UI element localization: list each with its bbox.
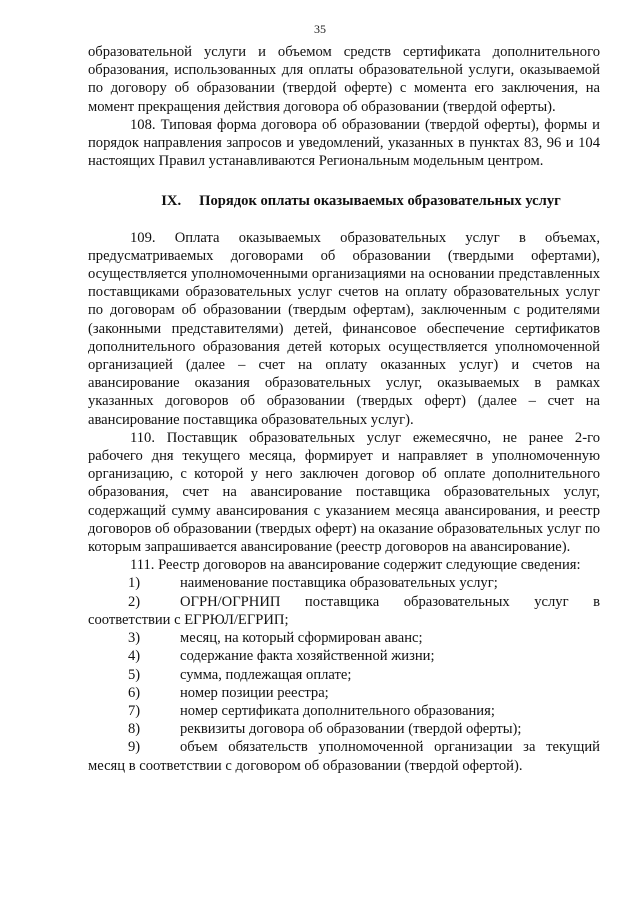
list-item-number: 1) — [128, 575, 141, 592]
list-item — [88, 666, 600, 684]
paragraph-110: 110. Поставщик образовательных услуг ежемесячно, не ранее 2-го рабочего дня текущего месяца, формирует и направляет в уполномоченную организацию, с которой у него заключен договор об оплате дополнительного образования, счет на авансирование поставщика образовательных услуг, содержащий сумму авансирования с указанием месяца авансирования, и реестр договоров об образовании (твердых оферт) на оказание образовательных услуг по которым запрашивается авансирование (реестр договоров на авансирование). — [88, 429, 600, 556]
list-item-number: 9) — [128, 739, 141, 756]
list-item — [88, 684, 600, 702]
list-item-text: реквизиты договора об образовании (твердой оферты); — [180, 721, 522, 738]
list-item-text: номер сертификата дополнительного образования; — [180, 702, 495, 719]
list-item-number: 6) — [128, 684, 141, 701]
list-item-text: сумма, подлежащая оплате; — [180, 666, 352, 683]
list-item — [88, 574, 600, 592]
list-item — [88, 720, 600, 738]
paragraph-109: 109. Оплата оказываемых образовательных услуг в объемах, предусматриваемых договорами об образовании (твердыми офертами), осуществляется уполномоченными организациями на основании представленных поставщиками образовательных услуг счетов на оплату образовательных услуг по договорам об образовании (твердым офертам), заключенным с родителями (законными представителями) детей, финансовое обеспечение сертификатов дополнительного образования детей которых осуществляется уполномоченной организацией (далее – счет на оплату оказанных услуг) и счетов на авансирование оказания образовательных услуг, оказываемых в рамках указанных договоров об образовании (твердых оферт) (далее – счет на авансирование поставщика образовательных услуг). — [88, 229, 600, 428]
list-item-text: ОГРН/ОГРНИП поставщика образовательных услуг в соответствии с ЕГРЮЛ/ЕГРИП; — [88, 593, 600, 628]
list-item — [88, 738, 600, 774]
list-item-number: 7) — [128, 702, 141, 719]
list-item-text: объем обязательств уполномоченной организации за текущий месяц в соответствии с договором об образовании (твердой офертой). — [88, 739, 600, 774]
list-item — [88, 593, 600, 629]
list-item-text: номер позиции реестра; — [180, 684, 329, 701]
list-item-number: 8) — [128, 721, 141, 738]
list-item — [88, 629, 600, 647]
list-item-number: 4) — [128, 648, 141, 665]
list-item-text: содержание факта хозяйственной жизни; — [180, 648, 435, 665]
page-number: 35 — [314, 22, 326, 36]
list-item-text: месяц, на который сформирован аванс; — [180, 630, 423, 647]
list-item-number: 3) — [128, 630, 141, 647]
paragraph-108: 108. Типовая форма договора об образовании (твердой оферты), формы и порядок направления запросов и уведомлений, указанных в пунктах 83, 96 и 104 настоящих Правил устанавливаются Региональным модельным центром. — [88, 116, 600, 170]
paragraph-continuation: образовательной услуги и объемом средств сертификата дополнительного образования, использованных для оплаты образовательной услуги, оказываемой по договору об образовании (твердой оферте) с момента его заключения, на момент прекращения действия договора об образовании (твердой оферты). — [88, 44, 600, 115]
section-heading — [88, 192, 600, 210]
section-number: IX. — [161, 193, 182, 210]
list-item-text: наименование поставщика образовательных услуг; — [180, 575, 498, 592]
paragraph-111: 111. Реестр договоров на авансирование содержит следующие сведения: — [130, 557, 581, 574]
section-title: Порядок оплаты оказываемых образовательных услуг — [199, 193, 561, 210]
list-item — [88, 702, 600, 720]
list-item-number: 5) — [128, 666, 141, 683]
list-item — [88, 647, 600, 665]
document-body — [88, 43, 600, 775]
list-item-number: 2) — [128, 593, 141, 610]
